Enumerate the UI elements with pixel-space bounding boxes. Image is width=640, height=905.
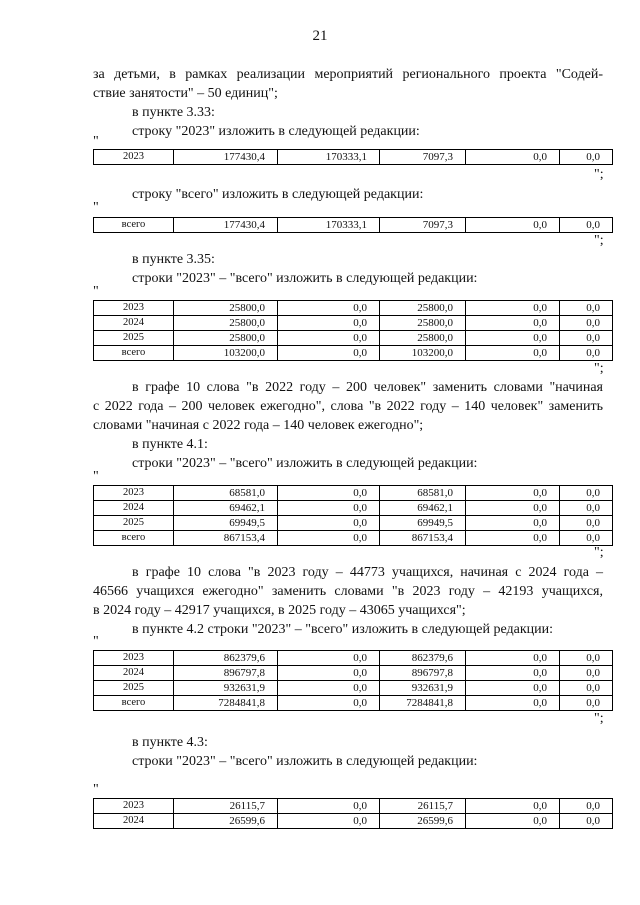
value-cell: 0,0 xyxy=(278,346,380,361)
row-label-cell: 2024 xyxy=(94,316,174,331)
value-cell: 0,0 xyxy=(560,218,613,233)
value-cell: 0,0 xyxy=(278,301,380,316)
row-label-cell: 2023 xyxy=(94,150,174,165)
row-label-cell: всего xyxy=(94,346,174,361)
paragraph-line: в пункте 4.3: xyxy=(132,735,208,750)
value-cell: 7284841,8 xyxy=(174,696,278,711)
value-cell: 0,0 xyxy=(466,666,560,681)
value-cell: 68581,0 xyxy=(380,486,466,501)
value-cell: 0,0 xyxy=(278,486,380,501)
row-label-cell: 2024 xyxy=(94,501,174,516)
opening-quote: " xyxy=(93,284,99,299)
value-cell: 0,0 xyxy=(466,316,560,331)
value-cell: 0,0 xyxy=(278,651,380,666)
opening-quote: " xyxy=(93,634,99,649)
value-cell: 0,0 xyxy=(466,346,560,361)
table-row xyxy=(94,651,613,666)
opening-quote: " xyxy=(93,200,99,215)
row-label-cell: 2023 xyxy=(94,651,174,666)
value-cell: 0,0 xyxy=(560,681,613,696)
table-row xyxy=(94,501,613,516)
value-cell: 25800,0 xyxy=(174,316,278,331)
value-cell: 0,0 xyxy=(278,316,380,331)
paragraph-line: в пункте 4.1: xyxy=(132,437,208,452)
table-body xyxy=(94,218,613,233)
table-row xyxy=(94,331,613,346)
paragraph-line: в пункте 4.2 строки "2023" – "всего" изложить в следующей редакции: xyxy=(132,622,553,637)
paragraph-line: в пункте 3.35: xyxy=(132,252,215,267)
table-body xyxy=(94,651,613,711)
table-body xyxy=(94,150,613,165)
value-cell: 0,0 xyxy=(466,516,560,531)
value-cell: 0,0 xyxy=(278,814,380,829)
value-cell: 896797,8 xyxy=(174,666,278,681)
value-cell: 896797,8 xyxy=(380,666,466,681)
paragraph-line: строки "2023" – "всего" изложить в следующей редакции: xyxy=(132,456,478,471)
table-row xyxy=(94,516,613,531)
value-cell: 0,0 xyxy=(560,486,613,501)
value-cell: 0,0 xyxy=(560,346,613,361)
paragraph-line: 46566 учащихся ежегодно" заменить словами "в 2023 году – 42193 учащихся, xyxy=(93,584,603,599)
row-label-cell: всего xyxy=(94,531,174,546)
value-cell: 26115,7 xyxy=(174,799,278,814)
value-cell: 69949,5 xyxy=(380,516,466,531)
table-body xyxy=(94,301,613,361)
value-cell: 867153,4 xyxy=(380,531,466,546)
data-table xyxy=(93,300,613,361)
paragraph-line: в графе 10 слова "в 2023 году – 44773 учащихся, начиная с 2024 года – xyxy=(132,565,603,580)
table-row xyxy=(94,150,613,165)
paragraph-line: строки "2023" – "всего" изложить в следующей редакции: xyxy=(132,754,478,769)
closing-quote: "; xyxy=(594,545,604,560)
value-cell: 0,0 xyxy=(466,681,560,696)
paragraph-line: строку "всего" изложить в следующей редакции: xyxy=(132,187,424,202)
data-table xyxy=(93,798,613,829)
value-cell: 103200,0 xyxy=(174,346,278,361)
value-cell: 0,0 xyxy=(560,150,613,165)
closing-quote: "; xyxy=(594,233,604,248)
row-label-cell: 2024 xyxy=(94,814,174,829)
value-cell: 0,0 xyxy=(466,651,560,666)
value-cell: 0,0 xyxy=(560,531,613,546)
paragraph-line: ствие занятости" – 50 единиц"; xyxy=(93,86,278,101)
row-label-cell: всего xyxy=(94,696,174,711)
row-label-cell: 2023 xyxy=(94,301,174,316)
row-label-cell: всего xyxy=(94,218,174,233)
page-number: 21 xyxy=(312,28,328,44)
value-cell: 0,0 xyxy=(560,331,613,346)
closing-quote: "; xyxy=(594,167,604,182)
value-cell: 0,0 xyxy=(278,531,380,546)
value-cell: 68581,0 xyxy=(174,486,278,501)
paragraph-line: словами "начиная с 2022 года – 140 человек ежегодно"; xyxy=(93,418,424,433)
value-cell: 0,0 xyxy=(560,651,613,666)
value-cell: 862379,6 xyxy=(174,651,278,666)
value-cell: 170333,1 xyxy=(278,150,380,165)
value-cell: 69462,1 xyxy=(380,501,466,516)
value-cell: 0,0 xyxy=(466,501,560,516)
table-row xyxy=(94,799,613,814)
value-cell: 177430,4 xyxy=(174,218,278,233)
value-cell: 0,0 xyxy=(466,799,560,814)
value-cell: 25800,0 xyxy=(174,301,278,316)
value-cell: 69462,1 xyxy=(174,501,278,516)
value-cell: 177430,4 xyxy=(174,150,278,165)
paragraph-line: с 2022 года – 200 человек ежегодно", слова "в 2022 году – 140 человек" заменить xyxy=(93,399,603,414)
table-row xyxy=(94,696,613,711)
paragraph-line: в графе 10 слова "в 2022 году – 200 человек" заменить словами "начиная xyxy=(132,380,603,395)
value-cell: 0,0 xyxy=(466,531,560,546)
value-cell: 0,0 xyxy=(278,681,380,696)
value-cell: 25800,0 xyxy=(380,316,466,331)
value-cell: 932631,9 xyxy=(174,681,278,696)
value-cell: 0,0 xyxy=(466,301,560,316)
row-label-cell: 2023 xyxy=(94,799,174,814)
table-row xyxy=(94,486,613,501)
data-table xyxy=(93,217,613,233)
value-cell: 862379,6 xyxy=(380,651,466,666)
paragraph-line: строку "2023" изложить в следующей редакции: xyxy=(132,124,420,139)
data-table xyxy=(93,149,613,165)
value-cell: 0,0 xyxy=(560,516,613,531)
value-cell: 0,0 xyxy=(466,696,560,711)
value-cell: 25800,0 xyxy=(380,301,466,316)
table-row xyxy=(94,316,613,331)
table-body xyxy=(94,799,613,829)
value-cell: 170333,1 xyxy=(278,218,380,233)
value-cell: 0,0 xyxy=(278,696,380,711)
value-cell: 7097,3 xyxy=(380,150,466,165)
value-cell: 103200,0 xyxy=(380,346,466,361)
value-cell: 0,0 xyxy=(466,486,560,501)
value-cell: 0,0 xyxy=(278,501,380,516)
paragraph-line: в пункте 3.33: xyxy=(132,105,215,120)
opening-quote: " xyxy=(93,134,99,149)
value-cell: 0,0 xyxy=(466,218,560,233)
value-cell: 25800,0 xyxy=(380,331,466,346)
value-cell: 26599,6 xyxy=(174,814,278,829)
value-cell: 0,0 xyxy=(560,696,613,711)
paragraph-line: за детьми, в рамках реализации мероприятий регионального проекта "Содей- xyxy=(93,67,603,82)
row-label-cell: 2025 xyxy=(94,516,174,531)
value-cell: 932631,9 xyxy=(380,681,466,696)
table-row xyxy=(94,301,613,316)
value-cell: 0,0 xyxy=(278,666,380,681)
value-cell: 0,0 xyxy=(466,150,560,165)
table-row xyxy=(94,681,613,696)
value-cell: 0,0 xyxy=(560,316,613,331)
row-label-cell: 2024 xyxy=(94,666,174,681)
data-table xyxy=(93,485,613,546)
table-row xyxy=(94,531,613,546)
value-cell: 0,0 xyxy=(560,799,613,814)
table-row xyxy=(94,346,613,361)
table-row xyxy=(94,666,613,681)
value-cell: 0,0 xyxy=(560,501,613,516)
value-cell: 0,0 xyxy=(466,331,560,346)
data-table xyxy=(93,650,613,711)
value-cell: 7097,3 xyxy=(380,218,466,233)
value-cell: 0,0 xyxy=(278,516,380,531)
table-row xyxy=(94,218,613,233)
closing-quote: "; xyxy=(594,711,604,726)
row-label-cell: 2025 xyxy=(94,681,174,696)
value-cell: 7284841,8 xyxy=(380,696,466,711)
value-cell: 0,0 xyxy=(466,814,560,829)
opening-quote: " xyxy=(93,782,99,797)
opening-quote: " xyxy=(93,469,99,484)
value-cell: 0,0 xyxy=(278,799,380,814)
paragraph-line: в 2024 году – 42917 учащихся, в 2025 году – 43065 учащихся"; xyxy=(93,603,466,618)
value-cell: 26115,7 xyxy=(380,799,466,814)
value-cell: 0,0 xyxy=(560,301,613,316)
value-cell: 867153,4 xyxy=(174,531,278,546)
value-cell: 0,0 xyxy=(560,814,613,829)
paragraph-line: строки "2023" – "всего" изложить в следующей редакции: xyxy=(132,271,478,286)
closing-quote: "; xyxy=(594,361,604,376)
row-label-cell: 2023 xyxy=(94,486,174,501)
value-cell: 0,0 xyxy=(278,331,380,346)
value-cell: 25800,0 xyxy=(174,331,278,346)
value-cell: 69949,5 xyxy=(174,516,278,531)
table-body xyxy=(94,486,613,546)
value-cell: 0,0 xyxy=(560,666,613,681)
value-cell: 26599,6 xyxy=(380,814,466,829)
row-label-cell: 2025 xyxy=(94,331,174,346)
table-row xyxy=(94,814,613,829)
